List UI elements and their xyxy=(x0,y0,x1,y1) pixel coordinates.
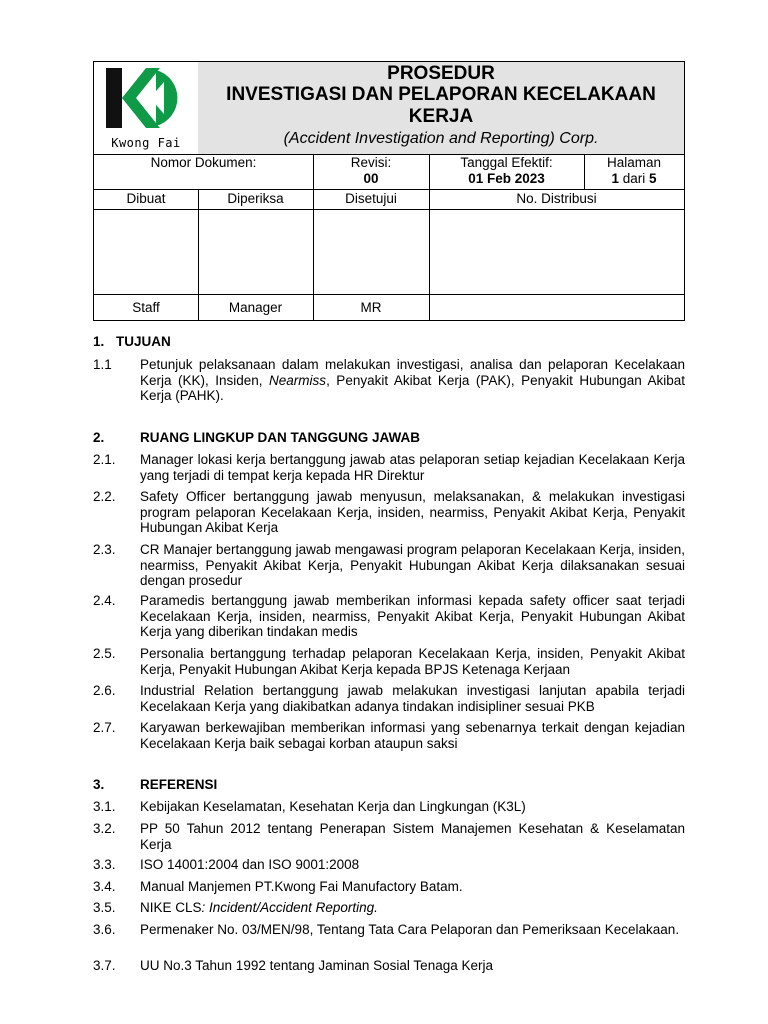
page-number: 1 dari 5 xyxy=(611,171,657,186)
document-page: Kwong Fai PROSEDUR INVESTIGASI DAN PELAPORAN KECELAKAAN KERJA (Accident Investigation and Reporting) Corp. Nomor Dokumen: Revisi: 00 Tanggal Efektif: 01 Feb 2023 Halaman 1 dari 5 Dibuat Diperiksa Disetujui No. Distribusi Staff Manager MR 1. TUJUAN 1.1 Petunjuk pelaksanaan dalam melakukan investigasi, analisa dan pelaporan Kecelakaan Kerja (KK), Insiden, Nearmiss, Penyakit Akibat Kerja (PAK), Penyakit Hubungan Akibat Kerja (PAHK). 2. RUANG LINGKUP DAN TANGGUNG JAWAB 2.1. Manager lokasi kerja bertanggung jawab atas pelaporan setiap kejadian Kecelakaan Kerja yang terjadi di tempat kerja kepada HR Direktur 2.2. Safety Officer bertanggung jawab menyusun, melaksanakan, & melakukan investigasi program pelaporan Kecelakaan Kerja, insiden, nearmiss, Penyakit Akibat Kerja, Penyakit Hubungan Akibat Kerja 2.3. CR Manajer bertanggung jawab mengawasi program pelaporan Kecelakaan Kerja, insiden, nearmiss, Penyakit Akibat Kerja, Penyakit Hubungan Akibat Kerja dilaksanakan sesuai dengan prosedur 2.4. Paramedis bertanggung jawab memberikan informasi kepada safety officer saat terjadi Kecelakaan Kerja, insiden, nearmiss, Penyakit Akibat Kerja, Penyakit Hubungan Akibat Kerja yang diberikan tindakan medis 2.5. Personalia bertanggung terhadap pelaporan Kecelakaan Kerja, insiden, Penyakit Akibat Kerja, Penyakit Hubungan Akibat Kerja kepada BPJS Ketenaga Kerjaan 2.6. Industrial Relation bertanggung jawab melakukan investigasi lanjutan apabila terjadi Kecelakaan Kerja yang diakibatkan adanya tindakan indisipliner sesuai PKB 2.7. Karyawan berkewajiban memberikan informasi yang sebenarnya terkait dengan kejadian Kecelakaan Kerja baik sebagai korban ataupun saksi 3. REFERENSI 3.1. Kebijakan Keselamatan, Kesehatan Kerja dan Lingkungan (K3L) 3.2. PP 50 Tahun 2012 tentang Penerapan Sistem Manajemen Kesehatan & Keselamatan Kerja 3.3. ISO 14001:2004 dan ISO 9001:2008 3.4. Manual Manjemen PT.Kwong Fai Manufactory Batam. 3.5. NIKE CLS: Incident/Accident Reporting. 3.6. Permenaker No. 03/MEN/98, Tentang Tata Cara Pelaporan dan Pemeriksaan Kecelakaan. 3.7. UU No.3 Tahun 1992 tentang Jaminan Sosial Tenaga Kerja xyxy=(93,63,685,973)
page-label: Halaman xyxy=(606,155,662,170)
approved-by-label: Disetujui xyxy=(345,191,397,206)
distribution-number-label: No. Distribusi xyxy=(516,191,597,206)
made-by-label: Dibuat xyxy=(126,191,166,206)
company-logo xyxy=(94,62,198,154)
effective-date-label: Tanggal Efektif: xyxy=(460,155,553,170)
document-type-title: PROSEDUR xyxy=(387,63,495,84)
revision-label: Revisi: xyxy=(350,155,392,170)
logo-caption: Kwong Fai xyxy=(111,136,181,150)
checked-by-label: Diperiksa xyxy=(227,191,284,206)
effective-date-value: 01 Feb 2023 xyxy=(468,171,545,186)
document-title-line-1: INVESTIGASI DAN PELAPORAN KECELAKAAN xyxy=(226,84,656,105)
document-title-line-2: KERJA xyxy=(408,106,474,127)
document-number-label: Nomor Dokumen: xyxy=(150,155,257,170)
document-subtitle: (Accident Investigation and Reporting) Corp. xyxy=(283,130,599,147)
kwong-fai-logo-icon xyxy=(94,62,198,136)
approved-by-role: MR xyxy=(360,300,382,315)
made-by-role: Staff xyxy=(132,300,160,315)
document-header-table xyxy=(93,61,685,321)
document-title-block xyxy=(198,62,684,154)
revision-value: 00 xyxy=(363,171,379,186)
checked-by-role: Manager xyxy=(228,300,283,315)
